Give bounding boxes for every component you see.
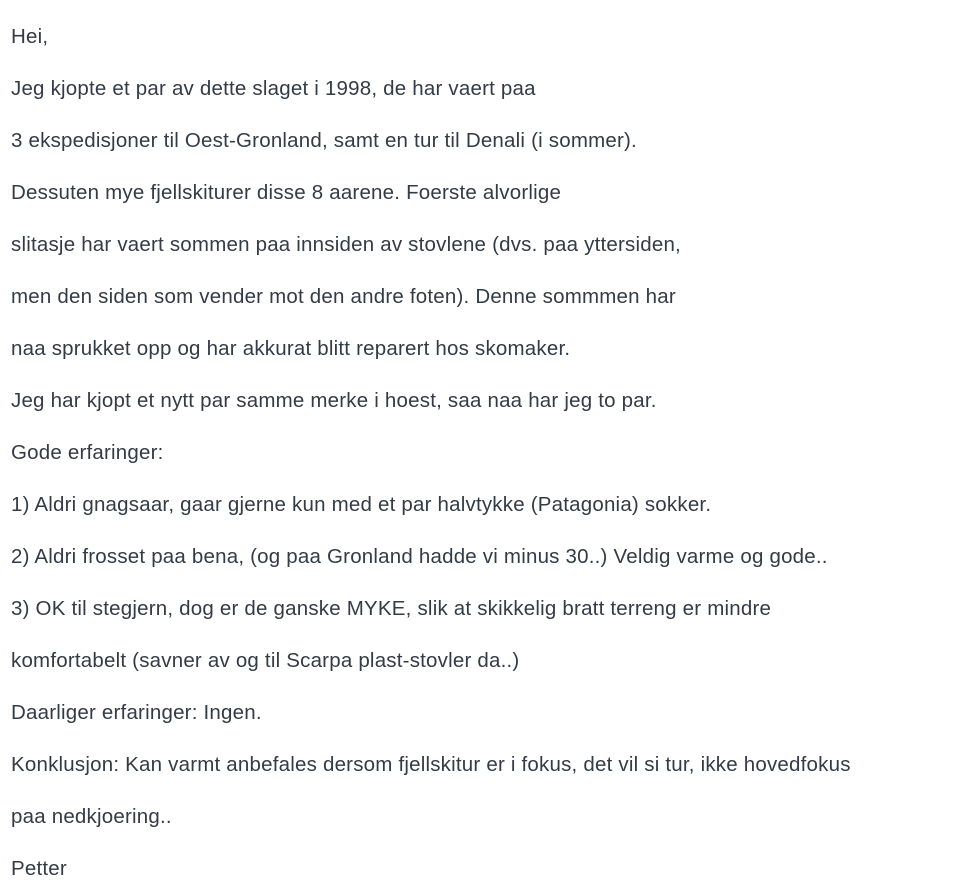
message-line: Konklusjon: Kan varmt anbefales dersom fjellskitur er i fokus, det vil si tur, ikke hovedfokus — [11, 753, 851, 776]
message-line: Dessuten mye fjellskiturer disse 8 aarene. Foerste alvorlige — [11, 181, 562, 204]
message-line: Daarliger erfaringer: Ingen. — [11, 701, 262, 724]
message-line: Hei, — [11, 25, 49, 48]
message-line: Gode erfaringer: — [11, 441, 164, 464]
message-line: 3) OK til stegjern, dog er de ganske MYKE, slik at skikkelig bratt terreng er mindre — [11, 597, 772, 620]
message-line: Jeg har kjopt et nytt par samme merke i hoest, saa naa har jeg to par. — [11, 389, 657, 412]
message-line: naa sprukket opp og har akkurat blitt reparert hos skomaker. — [11, 337, 571, 360]
message-line: Jeg kjopte et par av dette slaget i 1998, de har vaert paa — [11, 77, 536, 100]
message-line: 2) Aldri frosset paa bena, (og paa Gronland hadde vi minus 30..) Veldig varme og gode.. — [11, 545, 828, 568]
message-line: men den siden som vender mot den andre foten). Denne sommmen har — [11, 285, 676, 308]
message-line: 1) Aldri gnagsaar, gaar gjerne kun med et par halvtykke (Patagonia) sokker. — [11, 493, 712, 516]
message-line: 3 ekspedisjoner til Oest-Gronland, samt en tur til Denali (i sommer). — [11, 129, 637, 152]
message-line: paa nedkjoering.. — [11, 805, 172, 828]
message-line: komfortabelt (savner av og til Scarpa plast-stovler da..) — [11, 649, 520, 672]
message-line: slitasje har vaert sommen paa innsiden av stovlene (dvs. paa yttersiden, — [11, 233, 681, 256]
message-signature: Petter — [11, 857, 67, 880]
